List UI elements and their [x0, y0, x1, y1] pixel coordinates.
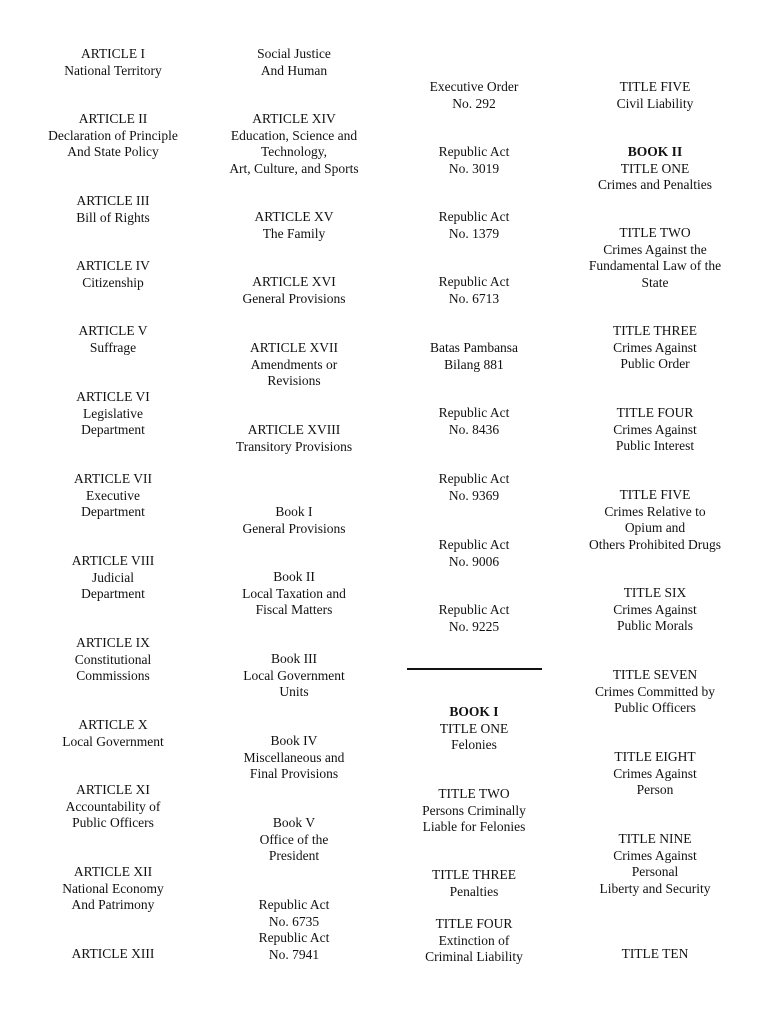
- entry-title: Republic Act: [438, 537, 510, 552]
- entry-subtitle-line: Judicial: [92, 569, 134, 585]
- entry-title: TITLE THREE: [431, 867, 517, 882]
- index-entry: [613, 405, 697, 455]
- entry-title: ARTICLE XVI: [252, 274, 336, 289]
- entry-subtitle-line: No. 9225: [448, 618, 500, 634]
- entry-title: ARTICLE IV: [76, 258, 150, 273]
- index-entry: [260, 815, 329, 865]
- entry-subtitle-line: Art, Culture, and Sports: [229, 160, 359, 176]
- entry-subtitle-line: Department: [81, 422, 145, 437]
- index-entry: [75, 635, 152, 685]
- entry-subtitle-line: General Provisions: [242, 290, 346, 306]
- entry-title: TITLE ONE: [439, 720, 509, 736]
- index-entry: [439, 405, 510, 438]
- entry-title: ARTICLE XVII: [249, 340, 339, 355]
- entry-subtitle-line: Declaration of Principle: [48, 127, 178, 143]
- entry-title: Batas Pambansa: [429, 340, 519, 355]
- index-entry: [76, 258, 150, 291]
- entry-title: ARTICLE VIII: [71, 553, 155, 568]
- entry-title: TITLE NINE: [618, 831, 692, 846]
- entry-subtitle-line: Transitory Provisions: [235, 438, 353, 454]
- entry-title: TITLE THREE: [612, 323, 698, 338]
- entry-subtitle-line: Local Government: [62, 733, 164, 749]
- entry-subtitle-line: Legislative: [83, 405, 143, 421]
- index-entry: [598, 144, 712, 194]
- entry-subtitle-line: No. 8436: [448, 421, 500, 437]
- entry-subtitle-line: Amendments or: [250, 356, 338, 372]
- index-entry: [254, 209, 333, 242]
- index-entry: [432, 867, 516, 900]
- index-entry: [64, 46, 161, 79]
- entry-subtitle-line: National Economy: [62, 880, 164, 896]
- index-entry: [259, 897, 330, 963]
- entry-title: Republic Act: [438, 405, 510, 420]
- entry-title: Republic Act: [438, 144, 510, 159]
- entry-subtitle-line: Accountability of: [65, 798, 161, 814]
- index-entry: [430, 79, 519, 112]
- index-entry: [62, 864, 164, 914]
- index-entry: [622, 946, 689, 963]
- entry-subtitle-line: Units: [279, 684, 309, 699]
- entry-title: ARTICLE VII: [73, 471, 153, 486]
- entry-title: TITLE FOUR: [435, 916, 513, 931]
- entry-title: Republic Act: [438, 471, 510, 486]
- entry-title: ARTICLE XII: [73, 864, 153, 879]
- index-entry: [74, 471, 152, 521]
- entry-title: Republic Act: [438, 602, 510, 617]
- entry-title: TITLE ONE: [620, 160, 690, 176]
- entry-title: Republic Act: [438, 274, 510, 289]
- entry-subtitle-line: Crimes and Penalties: [598, 177, 712, 192]
- index-entry: [439, 537, 510, 570]
- entry-title: ARTICLE XVIII: [247, 422, 341, 437]
- entry-title: ARTICLE XI: [76, 782, 150, 797]
- entry-subtitle-line: Person: [636, 782, 674, 797]
- index-entry: [589, 487, 721, 553]
- index-entry: [600, 831, 711, 897]
- entry-subtitle-line: Public Morals: [616, 618, 694, 633]
- entry-title: ARTICLE IX: [76, 635, 150, 650]
- entry-subtitle-line: Education, Science and: [230, 127, 358, 143]
- entry-subtitle-line: No. 7941: [268, 946, 320, 962]
- entry-subtitle-line: Revisions: [267, 373, 321, 388]
- entry-subtitle-line: Crimes Relative to: [604, 503, 706, 519]
- entry-subtitle-line: Persons Criminally: [422, 802, 526, 818]
- index-entry: [439, 274, 510, 307]
- index-entry: [76, 193, 150, 226]
- index-entry: [439, 602, 510, 635]
- entry-subtitle-line: Personal: [631, 864, 679, 879]
- entry-subtitle-line: Extinction of: [438, 932, 510, 948]
- index-entry: [242, 274, 345, 307]
- entry-subtitle-line: Public Officers: [72, 815, 154, 830]
- index-entry: [236, 422, 352, 455]
- entry-subtitle-line: Technology,: [260, 144, 328, 159]
- index-entry: [244, 733, 345, 783]
- entry-subtitle-line: Commissions: [76, 668, 150, 683]
- entry-subtitle-line: No. 6735: [268, 913, 320, 929]
- entry-subtitle-line: Executive: [86, 487, 140, 503]
- entry-subtitle-line: Criminal Liability: [425, 949, 523, 964]
- entry-subtitle-line: Constitutional: [74, 651, 152, 667]
- entry-subtitle-line: No. 292: [452, 95, 496, 111]
- index-entry: [229, 111, 358, 177]
- index-entry: [62, 717, 164, 750]
- index-entry: [66, 782, 161, 832]
- entry-subtitle-line: Crimes Against: [613, 601, 697, 617]
- entry-subtitle-line: State: [641, 274, 669, 290]
- entry-subtitle-line: The Family: [262, 225, 326, 241]
- entry-subtitle-line: Republic Act: [258, 930, 330, 945]
- entry-title: ARTICLE III: [76, 193, 150, 208]
- entry-title: ARTICLE I: [80, 46, 146, 61]
- entry-subtitle-line: No. 9369: [448, 487, 500, 503]
- entry-title: ARTICLE XV: [254, 209, 334, 224]
- entry-subtitle-line: Civil Liability: [616, 95, 694, 111]
- entry-title: TITLE FIVE: [619, 79, 691, 94]
- entry-title: ARTICLE XIII: [71, 946, 155, 961]
- entry-title: ARTICLE V: [78, 323, 148, 338]
- index-entry: [617, 79, 694, 112]
- entry-title: TITLE FIVE: [619, 487, 691, 502]
- entry-subtitle-line: And Patrimony: [71, 897, 155, 912]
- entry-title: ARTICLE II: [78, 111, 148, 126]
- index-entry: [439, 471, 510, 504]
- entry-subtitle-line: Miscellaneous and: [243, 749, 345, 765]
- entry-title: ARTICLE XIV: [252, 111, 336, 126]
- index-entry: [440, 704, 509, 754]
- entry-subtitle-line: And State Policy: [67, 144, 159, 159]
- index-entry: [76, 389, 150, 439]
- entry-title: ARTICLE VI: [76, 389, 150, 404]
- index-entry: [422, 786, 526, 836]
- entry-subtitle-line: No. 3019: [448, 160, 500, 176]
- entry-subtitle-line: And Human: [260, 62, 328, 78]
- entry-title: TITLE FOUR: [616, 405, 694, 420]
- index-entry: [425, 916, 523, 966]
- book-heading: BOOK II: [627, 144, 683, 159]
- entry-subtitle-line: Final Provisions: [249, 766, 339, 781]
- entry-subtitle-line: Public Order: [620, 356, 690, 371]
- entry-title: Book II: [273, 569, 315, 584]
- entry-subtitle-line: Crimes Against: [613, 847, 697, 863]
- section-divider-line: [407, 668, 542, 670]
- entry-subtitle-line: Bilang 881: [444, 356, 504, 372]
- entry-subtitle-line: Crimes Against: [613, 765, 697, 781]
- entry-subtitle-line: Others Prohibited Drugs: [589, 536, 721, 552]
- entry-title: Social Justice: [257, 46, 331, 61]
- index-entry: [613, 323, 697, 373]
- entry-title: Book IV: [270, 733, 318, 748]
- index-entry: [78, 323, 147, 356]
- entry-subtitle-line: Liable for Felonies: [422, 819, 526, 834]
- index-entry: [439, 209, 510, 242]
- book-heading: BOOK I: [449, 704, 499, 719]
- index-entry: [72, 946, 155, 963]
- index-entry: [243, 651, 345, 701]
- index-entry: [589, 225, 721, 291]
- index-entry: [613, 585, 697, 635]
- entry-subtitle-line: Citizenship: [82, 274, 144, 290]
- entry-title: TITLE EIGHT: [614, 749, 696, 764]
- index-entry: [250, 340, 338, 390]
- entry-title: ARTICLE X: [78, 717, 148, 732]
- entry-subtitle-line: National Territory: [64, 62, 162, 78]
- entry-subtitle-line: Local Taxation and: [242, 585, 346, 601]
- index-entry: [613, 749, 697, 799]
- entry-subtitle-line: Department: [81, 586, 145, 601]
- entry-subtitle-line: Crimes Against the: [603, 241, 707, 257]
- index-entry: [430, 340, 518, 373]
- index-entry: [439, 144, 510, 177]
- entry-subtitle-line: Fiscal Matters: [255, 602, 333, 617]
- index-entry: [242, 504, 345, 537]
- entry-subtitle-line: Crimes Committed by: [595, 683, 715, 699]
- entry-title: TITLE TWO: [438, 786, 510, 801]
- entry-subtitle-line: Bill of Rights: [76, 209, 150, 225]
- entry-subtitle-line: Public Interest: [615, 438, 695, 453]
- entry-subtitle-line: Liberty and Security: [599, 880, 711, 896]
- entry-subtitle-line: Fundamental Law of the: [588, 258, 722, 273]
- entry-subtitle-line: No. 6713: [448, 290, 500, 306]
- index-entry: [242, 569, 346, 619]
- entry-subtitle-line: Suffrage: [89, 339, 137, 355]
- index-entry: [72, 553, 155, 603]
- entry-subtitle-line: Crimes Against: [613, 421, 697, 437]
- index-entry: [48, 111, 178, 161]
- entry-title: Book I: [275, 504, 313, 519]
- entry-subtitle-line: No. 1379: [448, 225, 500, 241]
- entry-title: TITLE SEVEN: [612, 667, 698, 682]
- entry-subtitle-line: General Provisions: [242, 520, 346, 536]
- entry-subtitle-line: President: [268, 848, 320, 863]
- entry-title: TITLE SIX: [623, 585, 687, 600]
- entry-subtitle-line: Local Government: [243, 667, 345, 683]
- index-entry: [257, 46, 331, 79]
- entry-title: TITLE TEN: [621, 946, 689, 961]
- entry-subtitle-line: Department: [81, 504, 145, 519]
- entry-subtitle-line: No. 9006: [448, 553, 500, 569]
- entry-subtitle-line: Public Officers: [614, 700, 696, 715]
- entry-subtitle-line: Opium and: [624, 520, 686, 535]
- entry-title: Republic Act: [258, 897, 330, 912]
- entry-title: Book V: [272, 815, 316, 830]
- entry-subtitle-line: Crimes Against: [613, 339, 697, 355]
- entry-subtitle-line: Office of the: [259, 831, 329, 847]
- entry-title: Republic Act: [438, 209, 510, 224]
- entry-subtitle-line: Felonies: [451, 737, 497, 752]
- entry-title: Executive Order: [429, 79, 519, 94]
- entry-subtitle-line: Penalties: [449, 883, 499, 899]
- entry-title: TITLE TWO: [619, 225, 691, 240]
- entry-title: Book III: [270, 651, 318, 666]
- index-entry: [595, 667, 715, 717]
